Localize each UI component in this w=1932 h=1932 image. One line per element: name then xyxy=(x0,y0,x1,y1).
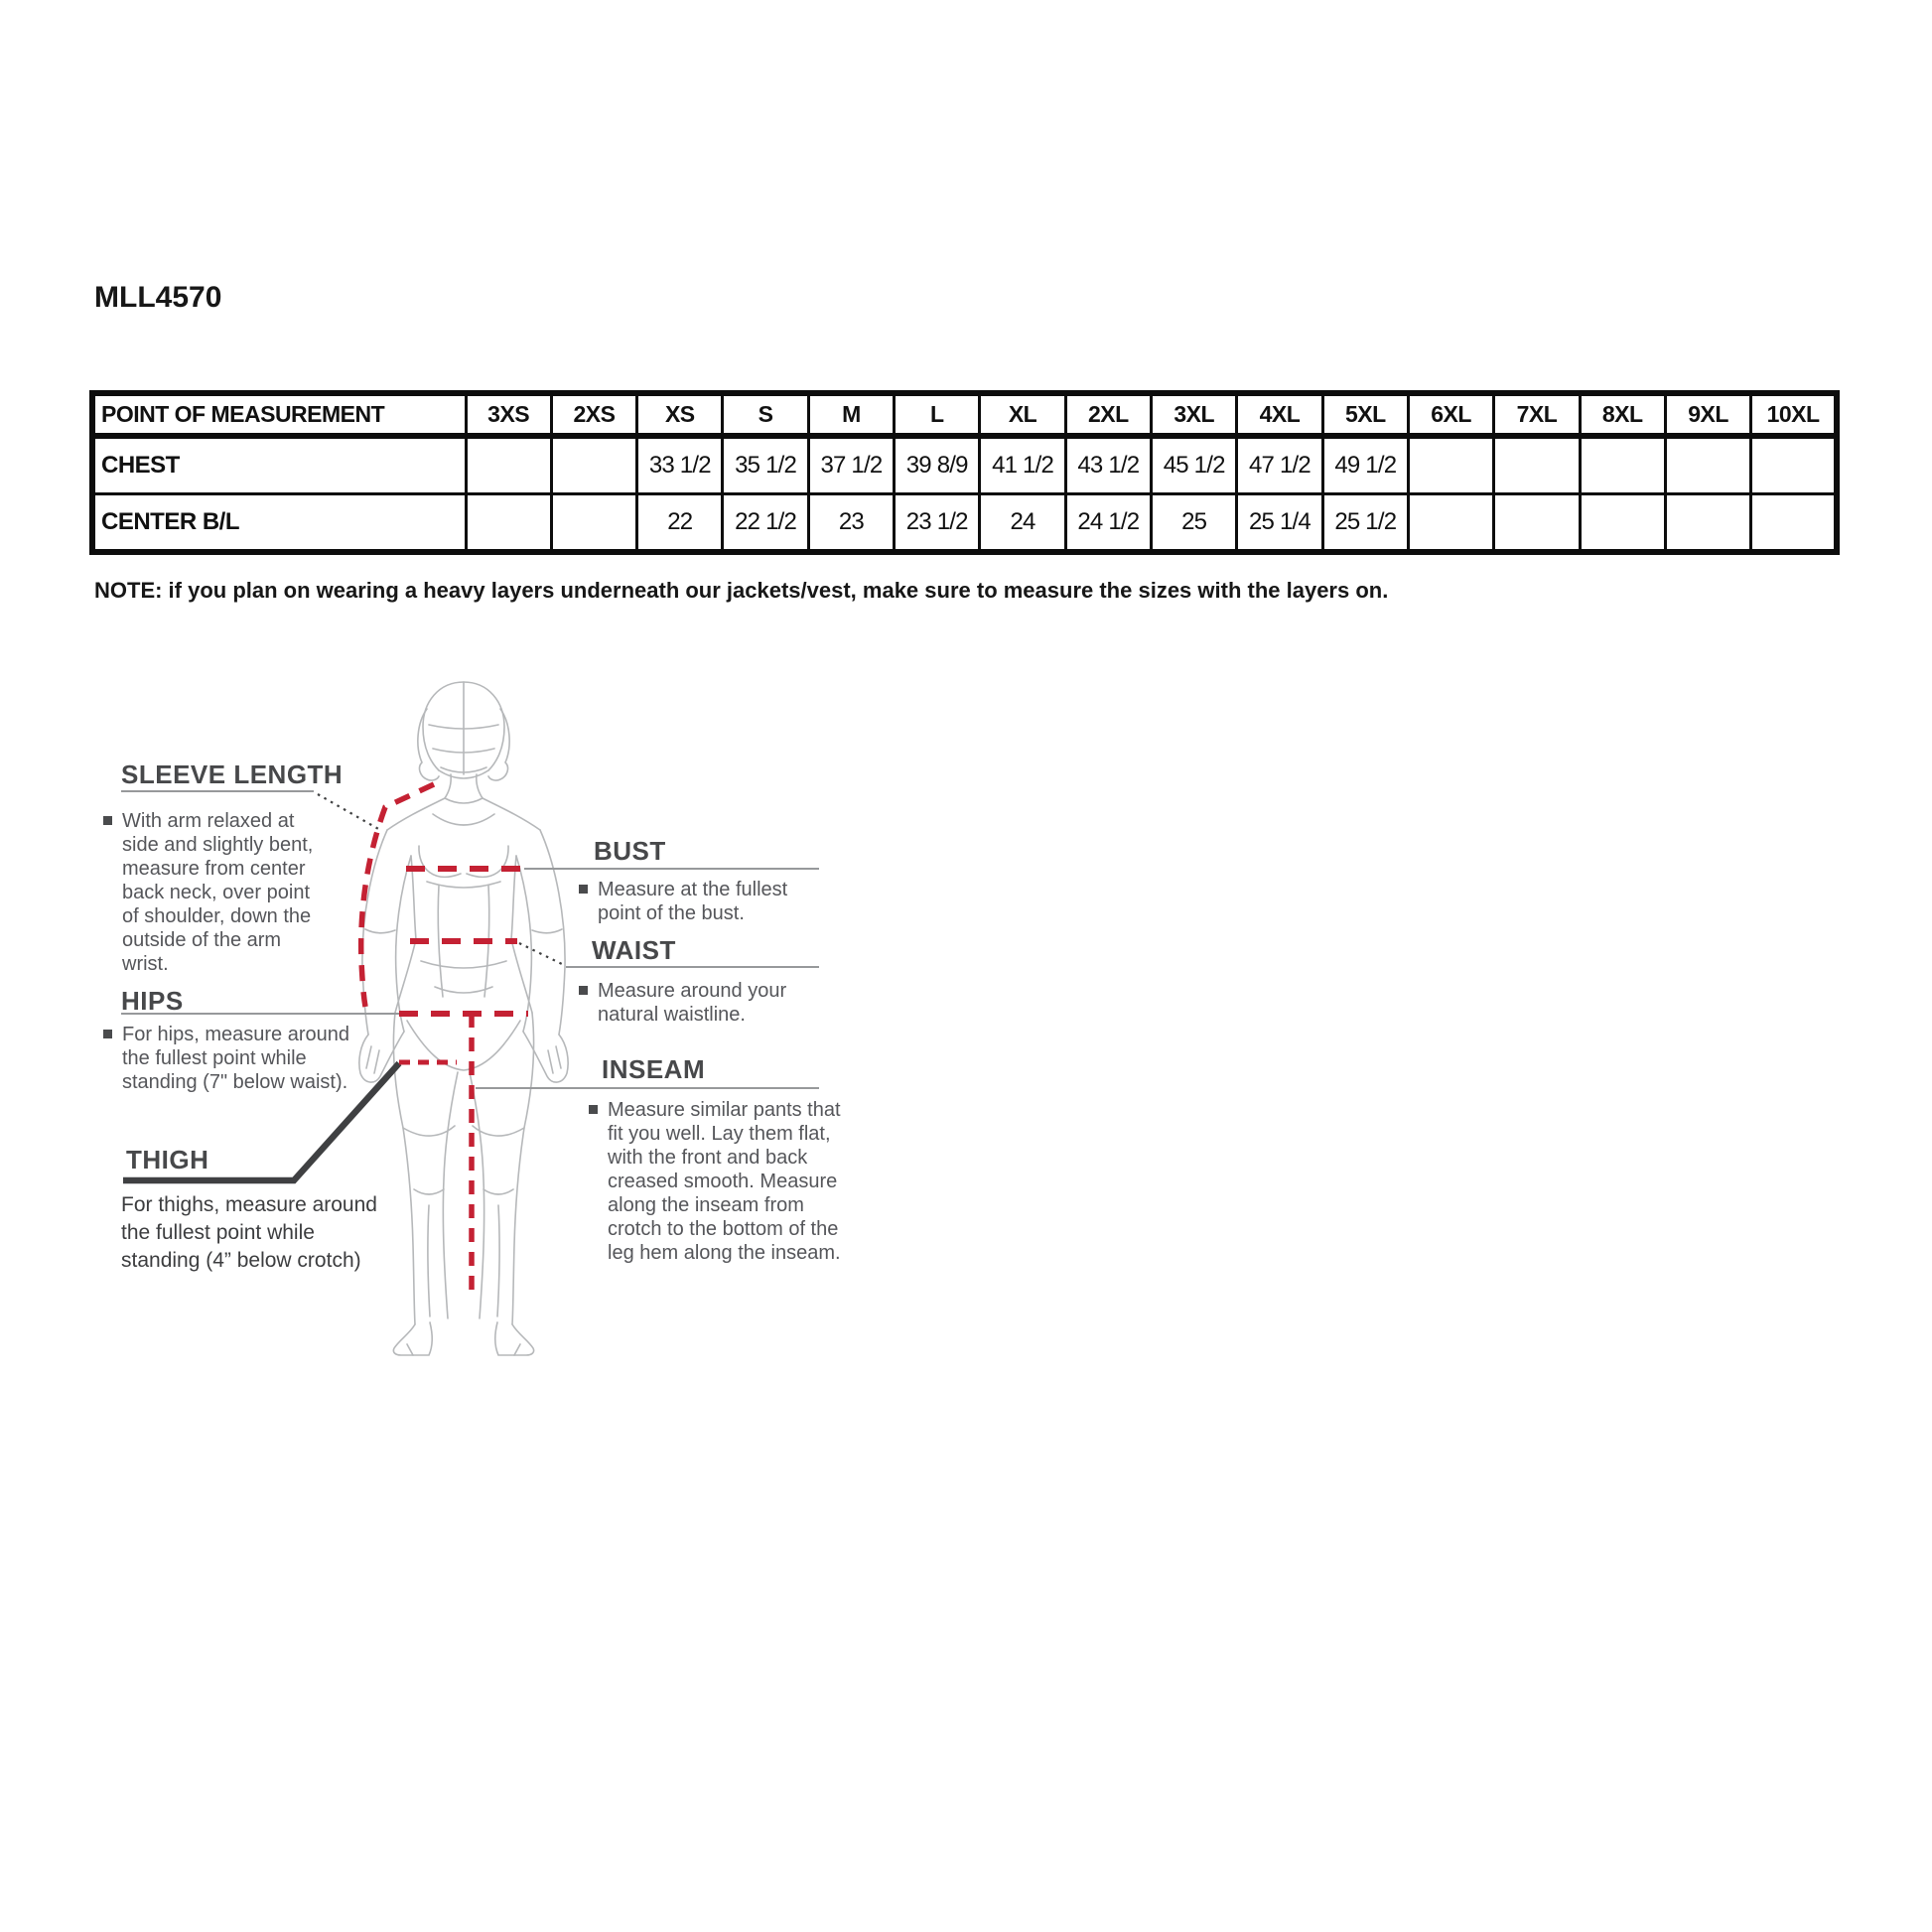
header-cell: 9XL xyxy=(1665,393,1750,436)
size-value-cell: 22 xyxy=(637,494,723,553)
bullet-square-icon xyxy=(579,986,588,995)
size-value-cell: 41 1/2 xyxy=(980,436,1065,494)
size-table xyxy=(89,390,1840,555)
thigh-heading: THIGH xyxy=(126,1145,209,1174)
bust-heading: BUST xyxy=(594,836,666,866)
size-value-cell: 37 1/2 xyxy=(808,436,894,494)
header-cell: 4XL xyxy=(1237,393,1322,436)
size-value-cell xyxy=(1665,436,1750,494)
bullet-square-icon xyxy=(589,1105,598,1114)
inseam-description: Measure similar pants that fit you well. Lay them flat, with the front and back creased smooth. Measure along the inseam from crotch to the bottom of the leg hem along the inseam. xyxy=(589,1098,845,1265)
size-value-cell: 25 1/2 xyxy=(1322,494,1408,553)
header-cell: XL xyxy=(980,393,1065,436)
header-cell: 2XL xyxy=(1065,393,1151,436)
row-label: CENTER B/L xyxy=(92,494,466,553)
size-value-cell: 45 1/2 xyxy=(1152,436,1237,494)
page-title: MLL4570 xyxy=(94,281,222,314)
header-cell: 7XL xyxy=(1494,393,1580,436)
size-value-cell xyxy=(466,436,551,494)
size-value-cell: 24 xyxy=(980,494,1065,553)
waist-description: Measure around your natural waistline. xyxy=(579,979,817,1027)
header-cell: 10XL xyxy=(1751,393,1837,436)
size-value-cell xyxy=(1751,494,1837,553)
header-cell: 3XS xyxy=(466,393,551,436)
hips-description: For hips, measure around the fullest point while standing (7" below waist). xyxy=(103,1023,349,1094)
size-value-cell: 33 1/2 xyxy=(637,436,723,494)
header-cell: S xyxy=(723,393,808,436)
size-value-cell xyxy=(551,494,636,553)
size-value-cell: 22 1/2 xyxy=(723,494,808,553)
header-cell: L xyxy=(895,393,980,436)
size-value-cell: 23 1/2 xyxy=(895,494,980,553)
size-value-cell xyxy=(1580,494,1665,553)
bullet-square-icon xyxy=(103,816,112,825)
header-cell: 3XL xyxy=(1152,393,1237,436)
size-value-cell xyxy=(1751,436,1837,494)
sleeve-length-line xyxy=(361,784,434,1007)
size-value-cell: 25 xyxy=(1152,494,1237,553)
wireframe-figure xyxy=(359,682,568,1355)
size-value-cell xyxy=(1494,494,1580,553)
size-value-cell: 25 1/4 xyxy=(1237,494,1322,553)
note-text: NOTE: if you plan on wearing a heavy layers underneath our jackets/vest, make sure to measure the sizes with the layers on. xyxy=(94,578,1389,603)
waist-heading: WAIST xyxy=(592,935,676,965)
hips-heading: HIPS xyxy=(121,986,184,1016)
size-value-cell xyxy=(551,436,636,494)
table-header-row xyxy=(92,393,1837,436)
size-value-cell: 23 xyxy=(808,494,894,553)
size-value-cell xyxy=(1408,494,1493,553)
size-value-cell: 35 1/2 xyxy=(723,436,808,494)
size-value-cell: 43 1/2 xyxy=(1065,436,1151,494)
size-value-cell: 24 1/2 xyxy=(1065,494,1151,553)
size-value-cell xyxy=(466,494,551,553)
size-value-cell: 47 1/2 xyxy=(1237,436,1322,494)
thigh-description: For thighs, measure around the fullest point while standing (4” below crotch) xyxy=(121,1193,377,1272)
size-value-cell xyxy=(1580,436,1665,494)
size-value-cell: 39 8/9 xyxy=(895,436,980,494)
header-cell: XS xyxy=(637,393,723,436)
header-cell: 6XL xyxy=(1408,393,1493,436)
header-cell: M xyxy=(808,393,894,436)
bullet-square-icon xyxy=(579,885,588,894)
size-value-cell xyxy=(1494,436,1580,494)
table-row-center-bl xyxy=(92,494,1837,553)
header-cell: 8XL xyxy=(1580,393,1665,436)
bust-description: Measure at the fullest point of the bust. xyxy=(579,878,817,925)
header-cell-point-of-measurement: POINT OF MEASUREMENT xyxy=(92,393,466,436)
size-value-cell: 49 1/2 xyxy=(1322,436,1408,494)
row-label: CHEST xyxy=(92,436,466,494)
inseam-heading: INSEAM xyxy=(602,1054,706,1084)
table-row-chest xyxy=(92,436,1837,494)
header-cell: 2XS xyxy=(551,393,636,436)
sleeve-length-description: With arm relaxed at side and slightly bent, measure from center back neck, over point of shoulder, down the outside of the arm wrist. xyxy=(103,809,330,976)
sleeve-length-heading: SLEEVE LENGTH xyxy=(121,759,344,789)
size-value-cell xyxy=(1408,436,1493,494)
header-cell: 5XL xyxy=(1322,393,1408,436)
size-value-cell xyxy=(1665,494,1750,553)
bullet-square-icon xyxy=(103,1030,112,1038)
